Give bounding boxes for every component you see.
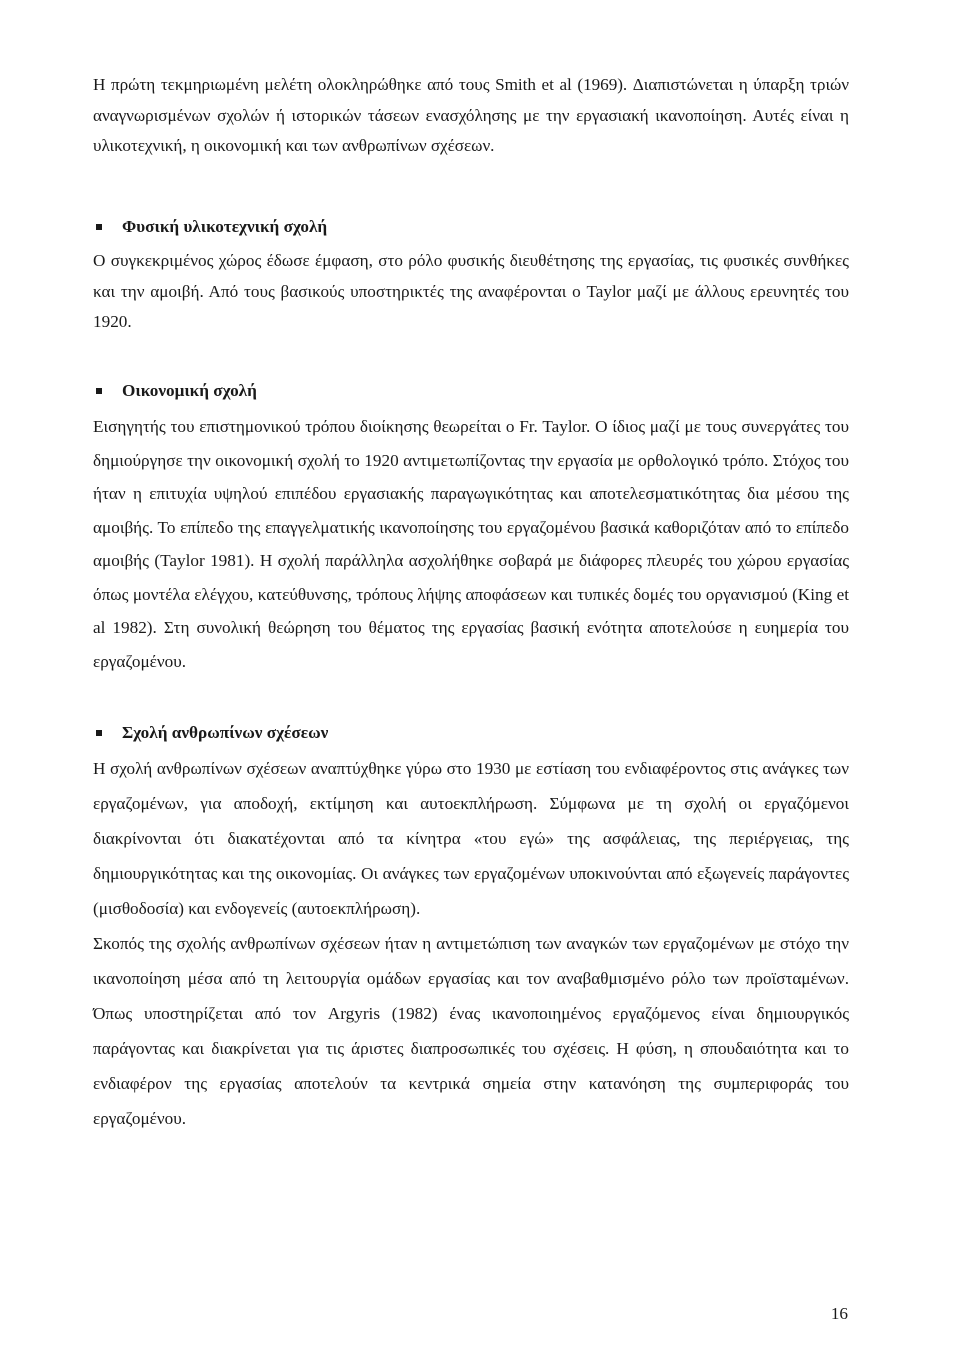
section-heading [93, 212, 849, 243]
section-paragraph: Σκοπός της σχολής ανθρωπίνων σχέσεων ήταν η αντιμετώπιση των αναγκών των εργαζομένων με στόχο την ικανοποίηση μέσα από τη λειτουργία ομάδων εργασίας και τον αναβαθμισμένο ρόλο των προϊσταμένων. Όπως υποστηρίζεται από τον Argyris (1982) ένας ικανοποιημένος εργαζόμενος είναι δημιουργικός παράγοντας και διακρίνεται για τις άριστες διαπροσωπικές του σχέσεις. Η φύση, η σπουδαιότητα και το ενδιαφέρον της εργασίας αποτελούν τα κεντρικά σημεία στην κατανόηση της συμπεριφοράς του εργαζομένου. [93, 933, 849, 1128]
section-heading-text: Φυσική υλικοτεχνική σχολή [122, 216, 328, 236]
bullet-icon [96, 224, 102, 230]
section-heading-text: Σχολή ανθρωπίνων σχέσεων [122, 723, 329, 742]
section-physical-school [93, 212, 849, 338]
section-human-relations-school [93, 718, 849, 1136]
bullet-icon [96, 730, 102, 736]
section-economic-school [93, 376, 849, 679]
section-paragraph: Εισηγητής του επιστημονικού τρόπου διοίκησης θεωρείται ο Fr. Taylor. Ο ίδιος μαζί με τους συνεργάτες του δημιούργησε την οικονομική σχολή το 1920 αντιμετωπίζοντας την εργασία με ορθολογικό τρόπο. Στόχος του ήταν η επιτυχία υψηλού επιπέδου εργασιακής παραγωγικότητας και αποτελεσματικότητας δια μέσου της αμοιβής. Το επίπεδο της επαγγελματικής ικανοποίησης του εργαζομένου βασικά καθοριζόταν από το επίπεδο αμοιβής (Taylor 1981). Η σχολή παράλληλα ασχολήθηκε σοβαρά με διάφορες πλευρές του χώρου εργασίας όπως μοντέλα ελέγχου, κατεύθυνσης, τρόπους λήψης αποφάσεων και τυπικές δομές του οργανισμού (King et al 1982). Στη συνολική θεώρηση του θέματος της εργασίας βασική ενότητα αποτελούσε η ευημερία του εργαζομένου. [93, 417, 849, 671]
bullet-icon [96, 388, 102, 394]
document-page [93, 70, 849, 1136]
section-paragraph: Ο συγκεκριμένος χώρος έδωσε έμφαση, στο ρόλο φυσικής διευθέτησης της εργασίας, τις φυσικές συνθήκες και την αμοιβή. Από τους βασικούς υποστηρικτές της αναφέρονται ο Taylor μαζί με άλλους ερευνητές του 1920. [93, 251, 849, 331]
page-number: 16 [830, 1304, 848, 1323]
intro-paragraph: Η πρώτη τεκμηριωμένη μελέτη ολοκληρώθηκε από τους Smith et al (1969). Διαπιστώνεται η ύπαρξη τριών αναγνωρισμένων σχολών ή ιστορικών τάσεων ενασχόλησης με την εργασιακή ικανοποίηση. Αυτές είναι η υλικοτεχνική, η οικονομική και των ανθρωπίνων σχέσεων. [93, 75, 849, 155]
section-heading-text: Οικονομική σχολή [122, 380, 257, 400]
section-heading [93, 376, 849, 407]
section-heading [93, 718, 849, 749]
section-paragraph: Η σχολή ανθρωπίνων σχέσεων αναπτύχθηκε γύρω στο 1930 με εστίαση του ενδιαφέροντος στις ανάγκες των εργαζομένων, για αποδοχή, εκτίμηση και αυτοεκπλήρωση. Σύμφωνα με τη σχολή οι εργαζόμενοι διακρίνονται ότι διακατέχονται από τα κίνητρα «του εγώ» της ασφάλειας, της περιέργειας, της δημιουργικότητας και της οικονομίας. Οι ανάγκες των εργαζομένων υποκινούνται από εξωγενείς παράγοντες (μισθοδοσία) και ενδογενείς (αυτοεκπλήρωση). [93, 758, 849, 918]
